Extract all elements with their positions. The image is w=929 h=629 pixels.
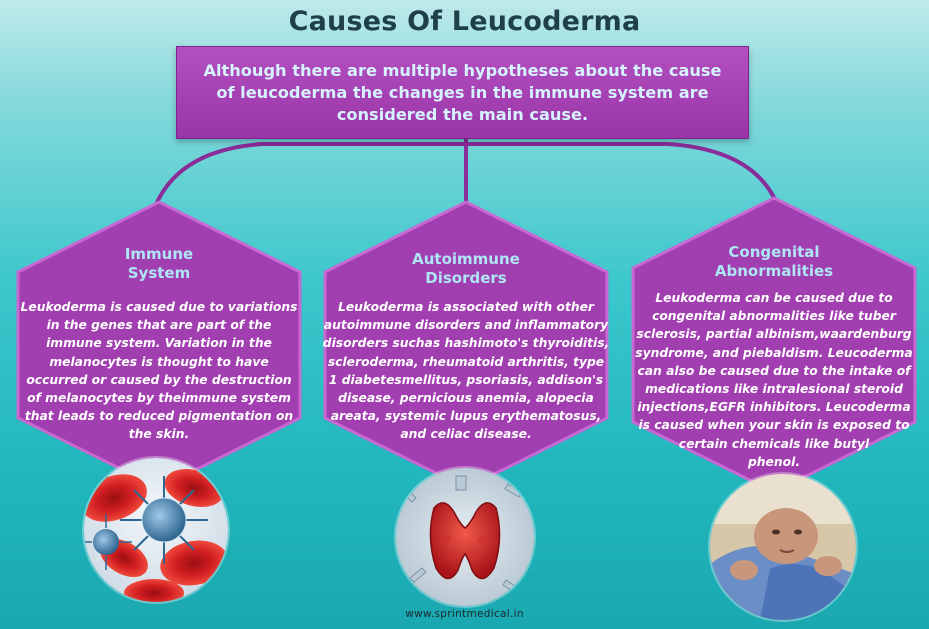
intro-box — [176, 46, 749, 139]
text-line: Leukoderma is associated with other — [338, 300, 594, 314]
thyroid-image — [396, 468, 534, 606]
text-line: certain chemicals like butyl — [678, 436, 870, 451]
congenital-abnormalities-title-line2: Abnormalities — [714, 262, 834, 280]
text-line: medications like intralesional steroid — [645, 382, 903, 397]
text-line: can also be caused due to the intake of — [637, 363, 911, 378]
text-line: the skin. — [128, 427, 190, 442]
text-line: scleroderma, rheumatoid arthritis, type — [327, 354, 605, 369]
text-line: syndrome, and piebaldism. Leucoderma — [635, 345, 913, 360]
text-line: autoimmune disorders and inflammatory — [323, 318, 609, 333]
text-line: Leukoderma is caused due to variations — [20, 300, 298, 314]
autoimmune-disorders-title-line1: Autoimmune — [412, 250, 520, 268]
text-line: disorders suchas hashimoto's thyroiditis, — [322, 336, 610, 351]
immune-system-title — [59, 245, 259, 283]
text-line: immune system. Variation in the — [46, 336, 272, 351]
text-line: congenital abnormalities like tuber — [652, 309, 896, 324]
text-line: occurred or caused by the destruction — [26, 372, 292, 387]
congenital-abnormalities-description — [629, 289, 919, 471]
text-line: melanocytes is thought to have — [49, 354, 269, 369]
text-line: phenol. — [748, 454, 800, 469]
immune-system-title-line1: Immune — [124, 245, 194, 263]
text-line: 1 diabetesmellitus, psoriasis, addison's — [328, 372, 604, 387]
baby-image — [710, 474, 856, 620]
immune-system-title-line2: System — [127, 264, 191, 282]
page-title: Causes Of Leucoderma — [288, 6, 641, 37]
text-line: areata, systemic lupus erythematosus, — [330, 409, 602, 424]
blood-cells-image — [84, 458, 228, 602]
immune-system-description — [14, 298, 304, 444]
text-line: in the genes that are part of the — [46, 318, 272, 333]
intro-text: Although there are multiple hypotheses about the cause of leucoderma the changes in the immune system are considered the main cause. — [203, 60, 722, 124]
autoimmune-disorders-description — [321, 298, 611, 444]
baby-illustration — [710, 474, 856, 620]
text-line: disease, pernicious anemia, alopecia — [338, 391, 594, 406]
text-line: Leukoderma can be caused due to — [655, 291, 893, 305]
text-line: sclerosis, partial albinism,waardenburg — [636, 327, 912, 342]
text-line: is caused when your skin is exposed to — [638, 418, 910, 433]
congenital-abnormalities-title-line1: Congenital — [728, 243, 820, 261]
text-line: that leads to reduced pigmentation on — [24, 409, 294, 424]
text-line: injections,EGFR inhibitors. Leucoderma — [637, 400, 911, 415]
blood-cells-illustration — [84, 458, 228, 602]
website-footer: www.sprintmedical.in — [405, 608, 524, 620]
thyroid-illustration — [396, 468, 534, 606]
autoimmune-disorders-title — [366, 250, 566, 288]
autoimmune-disorders-title-line2: Disorders — [425, 269, 507, 287]
congenital-abnormalities-title — [674, 243, 874, 281]
text-line: of melanocytes by theimmune system — [27, 391, 291, 406]
text-line: and celiac disease. — [400, 427, 532, 442]
